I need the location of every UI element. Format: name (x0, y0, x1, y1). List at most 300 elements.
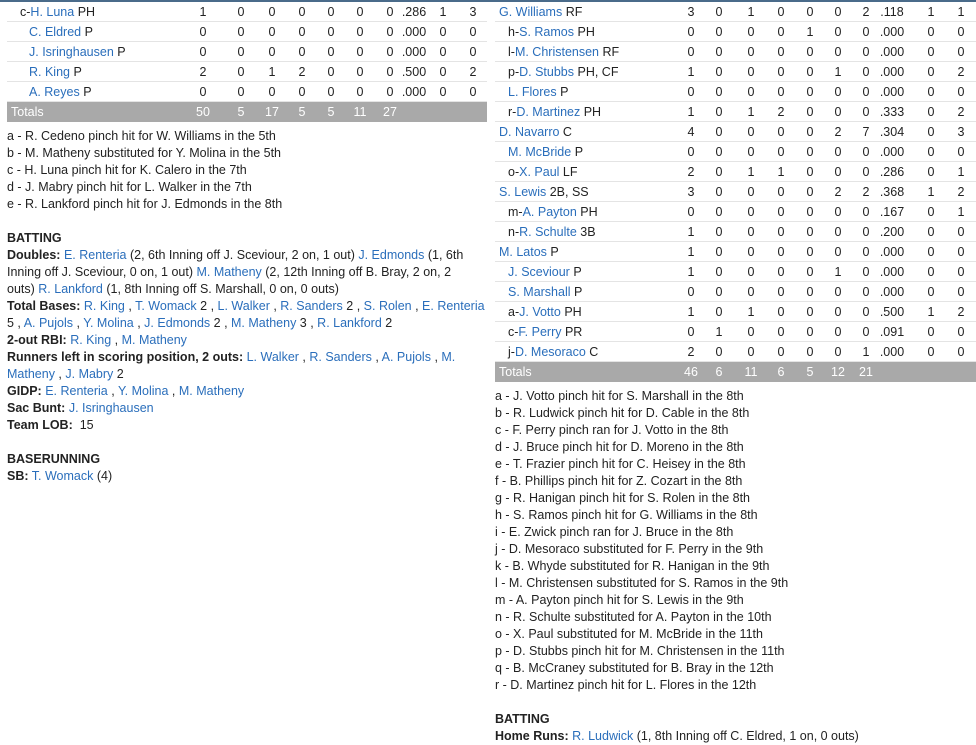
stat-cell: 0 (439, 65, 447, 79)
player-link[interactable]: C. Eldred (29, 25, 82, 39)
player-position: P (560, 85, 569, 99)
stat-cell: 0 (862, 265, 870, 279)
stat-cell: 2 (777, 105, 785, 119)
player-link[interactable]: D. Stubbs (519, 65, 575, 79)
stat-cell: 0 (834, 45, 842, 59)
stat-cell: 0 (806, 325, 814, 339)
player-row (495, 202, 976, 222)
player-link[interactable]: M. Matheny (231, 316, 297, 330)
player-link[interactable]: M. Matheny (178, 384, 245, 398)
stat-cell: .368 (879, 185, 905, 199)
stat-cell: 0 (356, 45, 364, 59)
player-cell (508, 65, 618, 79)
sub-prefix: h- (508, 25, 520, 39)
player-link[interactable]: H. Luna (30, 5, 75, 19)
player-position: PH (577, 25, 595, 39)
stat-cell: 0 (927, 25, 935, 39)
stat-cell: 0 (777, 5, 785, 19)
stat-cell: 0 (777, 45, 785, 59)
stat-cell: 0 (747, 245, 755, 259)
stat-cell: 0 (834, 245, 842, 259)
player-cell (29, 65, 82, 79)
player-link[interactable]: J. Edmonds (358, 248, 425, 262)
stat-cell: 0 (747, 25, 755, 39)
player-row (7, 62, 487, 82)
player-row (495, 162, 976, 182)
player-link[interactable]: J. Mabry (65, 367, 114, 381)
player-link[interactable]: M. Matheny (121, 333, 187, 347)
player-row (7, 82, 487, 102)
player-link[interactable]: R. King (29, 65, 70, 79)
stat-cell: 0 (957, 25, 965, 39)
stat-cell: 2 (199, 65, 207, 79)
player-cell (508, 145, 583, 159)
stat-cell: 0 (687, 25, 695, 39)
player-row (495, 342, 976, 362)
home-team-column (495, 2, 976, 745)
player-link[interactable]: S. Lewis (499, 185, 547, 199)
player-link[interactable]: A. Pujols (23, 316, 74, 330)
stat-cell: 1 (747, 5, 755, 19)
stat-cell: 0 (747, 65, 755, 79)
total-stat-cell: 5 (327, 105, 335, 119)
player-link[interactable]: J. Isringhausen (68, 401, 154, 415)
two-out-rbi-line: 2-out RBI: R. King , M. Matheny (7, 333, 187, 347)
stat-cell: .000 (401, 45, 427, 59)
player-row (495, 322, 976, 342)
stat-cell: 0 (862, 205, 870, 219)
stat-cell: 0 (687, 85, 695, 99)
stat-cell: 0 (834, 85, 842, 99)
batting-table-left (7, 2, 487, 102)
stat-cell: 0 (715, 125, 723, 139)
stat-cell: 0 (327, 25, 335, 39)
stat-cell: 1 (957, 205, 965, 219)
stat-cell: 0 (862, 165, 870, 179)
stat-cell: 0 (834, 225, 842, 239)
stat-cell: 0 (957, 265, 965, 279)
stat-cell: 0 (715, 185, 723, 199)
stat-cell: 1 (687, 225, 695, 239)
player-link[interactable]: R. Sanders (309, 350, 372, 364)
note-item: p - D. Stubbs pinch hit for M. Christensen in the 11th (495, 644, 785, 658)
player-cell (29, 85, 92, 99)
stat-cell: 0 (469, 85, 477, 99)
stat-cell: 0 (386, 85, 394, 99)
stat-cell: 0 (439, 85, 447, 99)
stat-cell: 0 (777, 205, 785, 219)
stat-cell: .286 (879, 165, 905, 179)
note-item: q - B. McCraney substituted for B. Bray in the 12th (495, 661, 774, 675)
stat-cell: 0 (237, 25, 245, 39)
player-cell (29, 25, 93, 39)
player-link[interactable]: R. Ludwick (572, 729, 634, 743)
player-link[interactable]: E. Renteria (45, 384, 108, 398)
batting-table-right (495, 2, 976, 362)
stat-cell: 0 (777, 145, 785, 159)
player-link[interactable]: M. Matheny (196, 265, 262, 279)
stat-cell: 0 (356, 85, 364, 99)
stat-cell: 0 (927, 85, 935, 99)
player-cell (508, 85, 568, 99)
stat-cell: 1 (687, 245, 695, 259)
total-stat-cell: 12 (831, 365, 845, 379)
note-item: n - R. Schulte substituted for A. Payton in the 10th (495, 610, 772, 624)
total-stat-cell: 5 (298, 105, 306, 119)
stat-cell: 0 (777, 265, 785, 279)
player-link[interactable]: E. Renteria (63, 248, 127, 262)
stat-cell: 0 (747, 125, 755, 139)
sub-prefix: r- (508, 105, 517, 119)
player-position: P (550, 245, 559, 259)
player-link[interactable]: T. Womack (135, 299, 197, 313)
stat-cell: 0 (806, 225, 814, 239)
player-row (495, 62, 976, 82)
player-link[interactable]: M. Christensen (514, 45, 600, 59)
stat-cell: 0 (834, 285, 842, 299)
stat-cell: 1 (715, 325, 723, 339)
player-position: 3B (580, 225, 596, 239)
player-link[interactable]: F. Perry (518, 325, 562, 339)
player-cell (499, 185, 589, 199)
stat-cell: 0 (298, 5, 306, 19)
player-cell (508, 285, 582, 299)
stat-cell: 0 (356, 65, 364, 79)
note-item: g - R. Hanigan pinch hit for S. Rolen in the 8th (495, 491, 751, 505)
total-stat-cell: 5 (237, 105, 245, 119)
stat-cell: 0 (927, 285, 935, 299)
stat-cell: 0 (957, 245, 965, 259)
substitution-notes-left (7, 128, 487, 213)
stat-cell: 0 (927, 45, 935, 59)
stat-cell: 2 (957, 105, 965, 119)
note-item: r - D. Martinez pinch hit for L. Flores in the 12th (495, 678, 757, 692)
note-item: j - D. Mesoraco substituted for F. Perry in the 9th (495, 542, 764, 556)
player-link[interactable]: G. Williams (499, 5, 563, 19)
note-item: f - B. Phillips pinch hit for Z. Cozart in the 8th (495, 474, 743, 488)
stat-cell: 3 (469, 5, 477, 19)
player-position: P (83, 85, 92, 99)
stat-cell: 1 (777, 165, 785, 179)
player-position: PH, CF (577, 65, 619, 79)
stat-cell: 0 (687, 205, 695, 219)
sac-bunt-line: Sac Bunt: J. Isringhausen (7, 401, 154, 415)
stat-cell: 1 (927, 185, 935, 199)
stat-cell: 0 (747, 225, 755, 239)
sub-prefix: p- (508, 65, 520, 79)
stat-cell: 0 (834, 145, 842, 159)
total-stat-cell: 5 (806, 365, 814, 379)
stat-cell: .200 (879, 225, 905, 239)
player-row (7, 22, 487, 42)
stat-cell: 0 (806, 105, 814, 119)
player-link[interactable]: J. Sceviour (508, 265, 570, 279)
stat-cell: 0 (777, 305, 785, 319)
player-cell (499, 245, 559, 259)
stat-cell: 0 (806, 145, 814, 159)
stat-cell: 0 (237, 5, 245, 19)
stat-cell: .000 (879, 285, 905, 299)
stat-cell: 2 (957, 185, 965, 199)
player-row (7, 42, 487, 62)
player-link[interactable]: R. Lankford (317, 316, 382, 330)
stat-cell: 0 (862, 105, 870, 119)
player-position: P (73, 65, 82, 79)
player-link[interactable]: Y. Molina (117, 384, 169, 398)
stat-cell: 0 (237, 85, 245, 99)
total-stat-cell: 17 (265, 105, 279, 119)
player-cell (508, 265, 582, 279)
player-link[interactable]: J. Votto (519, 305, 561, 319)
stat-cell: 0 (834, 305, 842, 319)
sub-prefix: o- (508, 165, 520, 179)
player-position: P (574, 285, 583, 299)
stat-cell: 0 (806, 85, 814, 99)
player-link[interactable]: M. McBride (508, 145, 572, 159)
player-row (495, 142, 976, 162)
stat-cell: 0 (715, 5, 723, 19)
stat-cell: .000 (879, 265, 905, 279)
player-link[interactable]: A. Pujols (381, 350, 431, 364)
gidp-line: GIDP: E. Renteria , Y. Molina , M. Matheny (7, 384, 245, 398)
stat-cell: 1 (199, 5, 207, 19)
stolen-bases-line: SB: T. Womack (4) (7, 469, 113, 483)
player-link[interactable]: S. Ramos (519, 25, 575, 39)
player-row (495, 242, 976, 262)
away-team-column (7, 2, 487, 485)
stat-cell: 0 (687, 145, 695, 159)
stat-cell: 0 (199, 25, 207, 39)
player-link[interactable]: L. Walker (217, 299, 270, 313)
player-link[interactable]: J. Isringhausen (29, 45, 114, 59)
player-link[interactable]: L. Walker (246, 350, 299, 364)
stat-cell: 1 (687, 105, 695, 119)
stat-cell: 0 (715, 45, 723, 59)
total-stat-cell: 6 (715, 365, 723, 379)
stat-cell: .091 (879, 325, 905, 339)
player-cell (508, 165, 578, 179)
totals-label: Totals (11, 105, 44, 119)
player-link[interactable]: X. Paul (519, 165, 560, 179)
note-c: c - H. Luna pinch hit for K. Calero in the 7th (7, 163, 247, 177)
stat-cell: .333 (879, 105, 905, 119)
note-e: e - R. Lankford pinch hit for J. Edmonds in the 8th (7, 197, 283, 211)
player-row (495, 102, 976, 122)
total-bases-line: Total Bases: R. King , T. Womack 2 , L. Walker , R. Sanders 2 , S. Rolen , E. Renteria 5 , A. Pujols , Y. Molina , J. Edmonds 2 , M. Matheny 3 , R. Lankford 2 (7, 299, 485, 330)
player-row (495, 22, 976, 42)
stat-cell: 0 (806, 205, 814, 219)
stat-cell: 0 (927, 145, 935, 159)
stat-cell: 0 (927, 205, 935, 219)
player-cell (508, 225, 596, 239)
stat-cell: 0 (777, 65, 785, 79)
stat-cell: 0 (268, 85, 276, 99)
stat-cell: 0 (356, 25, 364, 39)
player-cell (499, 125, 572, 139)
stat-cell: 1 (687, 305, 695, 319)
player-link[interactable]: M. (441, 350, 456, 364)
stat-cell: 0 (747, 285, 755, 299)
player-link[interactable]: M. Latos (499, 245, 547, 259)
player-link[interactable]: S. Rolen (363, 299, 412, 313)
totals-row-right (495, 362, 976, 382)
stat-cell: 0 (862, 145, 870, 159)
stat-cell: .167 (879, 205, 905, 219)
stat-cell: 0 (927, 325, 935, 339)
stat-cell: 0 (777, 285, 785, 299)
stat-cell: 0 (834, 345, 842, 359)
stat-cell: 2 (862, 185, 870, 199)
stat-cell: .000 (879, 65, 905, 79)
stat-cell: 0 (806, 285, 814, 299)
player-position: PH (77, 5, 96, 19)
stat-cell: .000 (401, 25, 427, 39)
note-item: a - J. Votto pinch hit for S. Marshall in the 8th (495, 389, 744, 403)
stat-cell: 0 (687, 45, 695, 59)
player-row (495, 42, 976, 62)
player-cell (29, 45, 126, 59)
stat-cell: 0 (862, 225, 870, 239)
player-cell (499, 5, 582, 19)
player-link[interactable]: E. Renteria (422, 299, 485, 313)
stat-cell: 0 (862, 245, 870, 259)
stat-cell: 0 (777, 345, 785, 359)
total-stat-cell: 11 (744, 365, 758, 379)
player-link[interactable]: A. Payton (522, 205, 577, 219)
stat-cell: 0 (834, 5, 842, 19)
total-stat-cell: 46 (684, 365, 698, 379)
stat-cell: 0 (927, 65, 935, 79)
stat-cell: 0 (777, 185, 785, 199)
player-link[interactable]: R. Lankford (38, 282, 103, 296)
batting-section-left (7, 230, 487, 434)
sub-prefix: c- (508, 325, 519, 339)
player-link[interactable]: A. Reyes (29, 85, 80, 99)
note-item: e - T. Frazier pinch hit for C. Heisey in the 8th (495, 457, 746, 471)
stat-cell: 0 (777, 85, 785, 99)
player-link[interactable]: R. King (83, 299, 125, 313)
total-stat-cell: 6 (777, 365, 785, 379)
stat-cell: 0 (327, 45, 335, 59)
stat-cell: 2 (298, 65, 306, 79)
stat-cell: 0 (957, 145, 965, 159)
stat-cell: 0 (715, 225, 723, 239)
player-link[interactable]: R. King (70, 333, 112, 347)
note-item: c - F. Perry pinch ran for J. Votto in the 8th (495, 423, 729, 437)
stat-cell: 0 (862, 25, 870, 39)
stat-cell: 0 (806, 185, 814, 199)
stat-cell: 0 (747, 345, 755, 359)
player-link[interactable]: L. Flores (508, 85, 557, 99)
stat-cell: 0 (439, 45, 447, 59)
stat-cell: 0 (715, 205, 723, 219)
stat-cell: 0 (834, 205, 842, 219)
note-a: a - R. Cedeno pinch hit for W. Williams in the 5th (7, 129, 276, 143)
stat-cell: 0 (806, 265, 814, 279)
stat-cell: 0 (327, 65, 335, 79)
stat-cell: 0 (834, 325, 842, 339)
player-cell (508, 305, 582, 319)
player-link[interactable]: J. Edmonds (144, 316, 211, 330)
stat-cell: 0 (715, 65, 723, 79)
stat-cell: 0 (927, 165, 935, 179)
stat-cell: 1 (927, 305, 935, 319)
section-title-baserunning: BASERUNNING (7, 452, 101, 466)
player-row (495, 262, 976, 282)
stat-cell: 0 (386, 5, 394, 19)
note-item: o - X. Paul substituted for M. McBride in the 11th (495, 627, 763, 641)
note-item: l - M. Christensen substituted for S. Ramos in the 9th (495, 576, 789, 590)
stat-cell: 0 (715, 85, 723, 99)
stat-cell: 0 (469, 45, 477, 59)
stat-cell: 0 (747, 325, 755, 339)
stat-cell: 2 (687, 165, 695, 179)
stat-cell: 0 (834, 165, 842, 179)
stat-cell: 0 (237, 45, 245, 59)
player-link[interactable]: Y. Molina (83, 316, 134, 330)
stat-cell: 0 (957, 85, 965, 99)
stat-cell: 0 (298, 85, 306, 99)
stat-cell: 0 (386, 25, 394, 39)
stat-cell: 0 (957, 285, 965, 299)
player-link[interactable]: D. Mesoraco (514, 345, 586, 359)
player-link[interactable]: D. Martinez (516, 105, 581, 119)
sub-prefix: j- (508, 345, 515, 359)
stat-cell: 0 (715, 165, 723, 179)
stat-cell: 0 (834, 25, 842, 39)
stat-cell: 0 (715, 105, 723, 119)
stat-cell: 1 (957, 165, 965, 179)
stat-cell: 0 (747, 45, 755, 59)
player-link[interactable]: D. Navarro (499, 125, 560, 139)
stat-cell: 2 (957, 305, 965, 319)
stat-cell: 3 (687, 185, 695, 199)
stat-cell: 0 (862, 85, 870, 99)
total-stat-cell: 11 (353, 105, 367, 119)
stat-cell: 2 (957, 65, 965, 79)
player-row (495, 282, 976, 302)
stat-cell: 0 (806, 45, 814, 59)
stat-cell: 3 (957, 125, 965, 139)
stat-cell: 0 (777, 245, 785, 259)
stat-cell: 0 (927, 265, 935, 279)
stat-cell: 0 (386, 65, 394, 79)
player-position: PR (564, 325, 583, 339)
stat-cell: 0 (715, 25, 723, 39)
stat-cell: 2 (834, 125, 842, 139)
stat-cell: 0 (298, 45, 306, 59)
stat-cell: 0 (715, 345, 723, 359)
stat-cell: .304 (879, 125, 905, 139)
player-link[interactable]: S. Marshall (508, 285, 571, 299)
stat-cell: 0 (715, 305, 723, 319)
risp-line: Runners left in scoring position, 2 outs: L. Walker , R. Sanders , A. Pujols , M. Matheny , J. Mabry 2 (7, 350, 456, 381)
substitution-notes-right (495, 388, 976, 694)
player-link[interactable]: R. Schulte (519, 225, 577, 239)
stat-cell: .118 (880, 5, 904, 19)
stat-cell: 0 (806, 125, 814, 139)
player-link[interactable]: Matheny (7, 367, 55, 381)
stat-cell: 7 (862, 125, 870, 139)
stat-cell: 0 (777, 225, 785, 239)
stat-cell: .000 (879, 45, 905, 59)
player-link[interactable]: T. Womack (31, 469, 94, 483)
totals-row-left (7, 102, 487, 122)
player-link[interactable]: R. Sanders (280, 299, 343, 313)
total-stat-cell: 27 (383, 105, 397, 119)
sub-prefix: m- (508, 205, 523, 219)
note-item: m - A. Payton pinch hit for S. Lewis in the 9th (495, 593, 744, 607)
